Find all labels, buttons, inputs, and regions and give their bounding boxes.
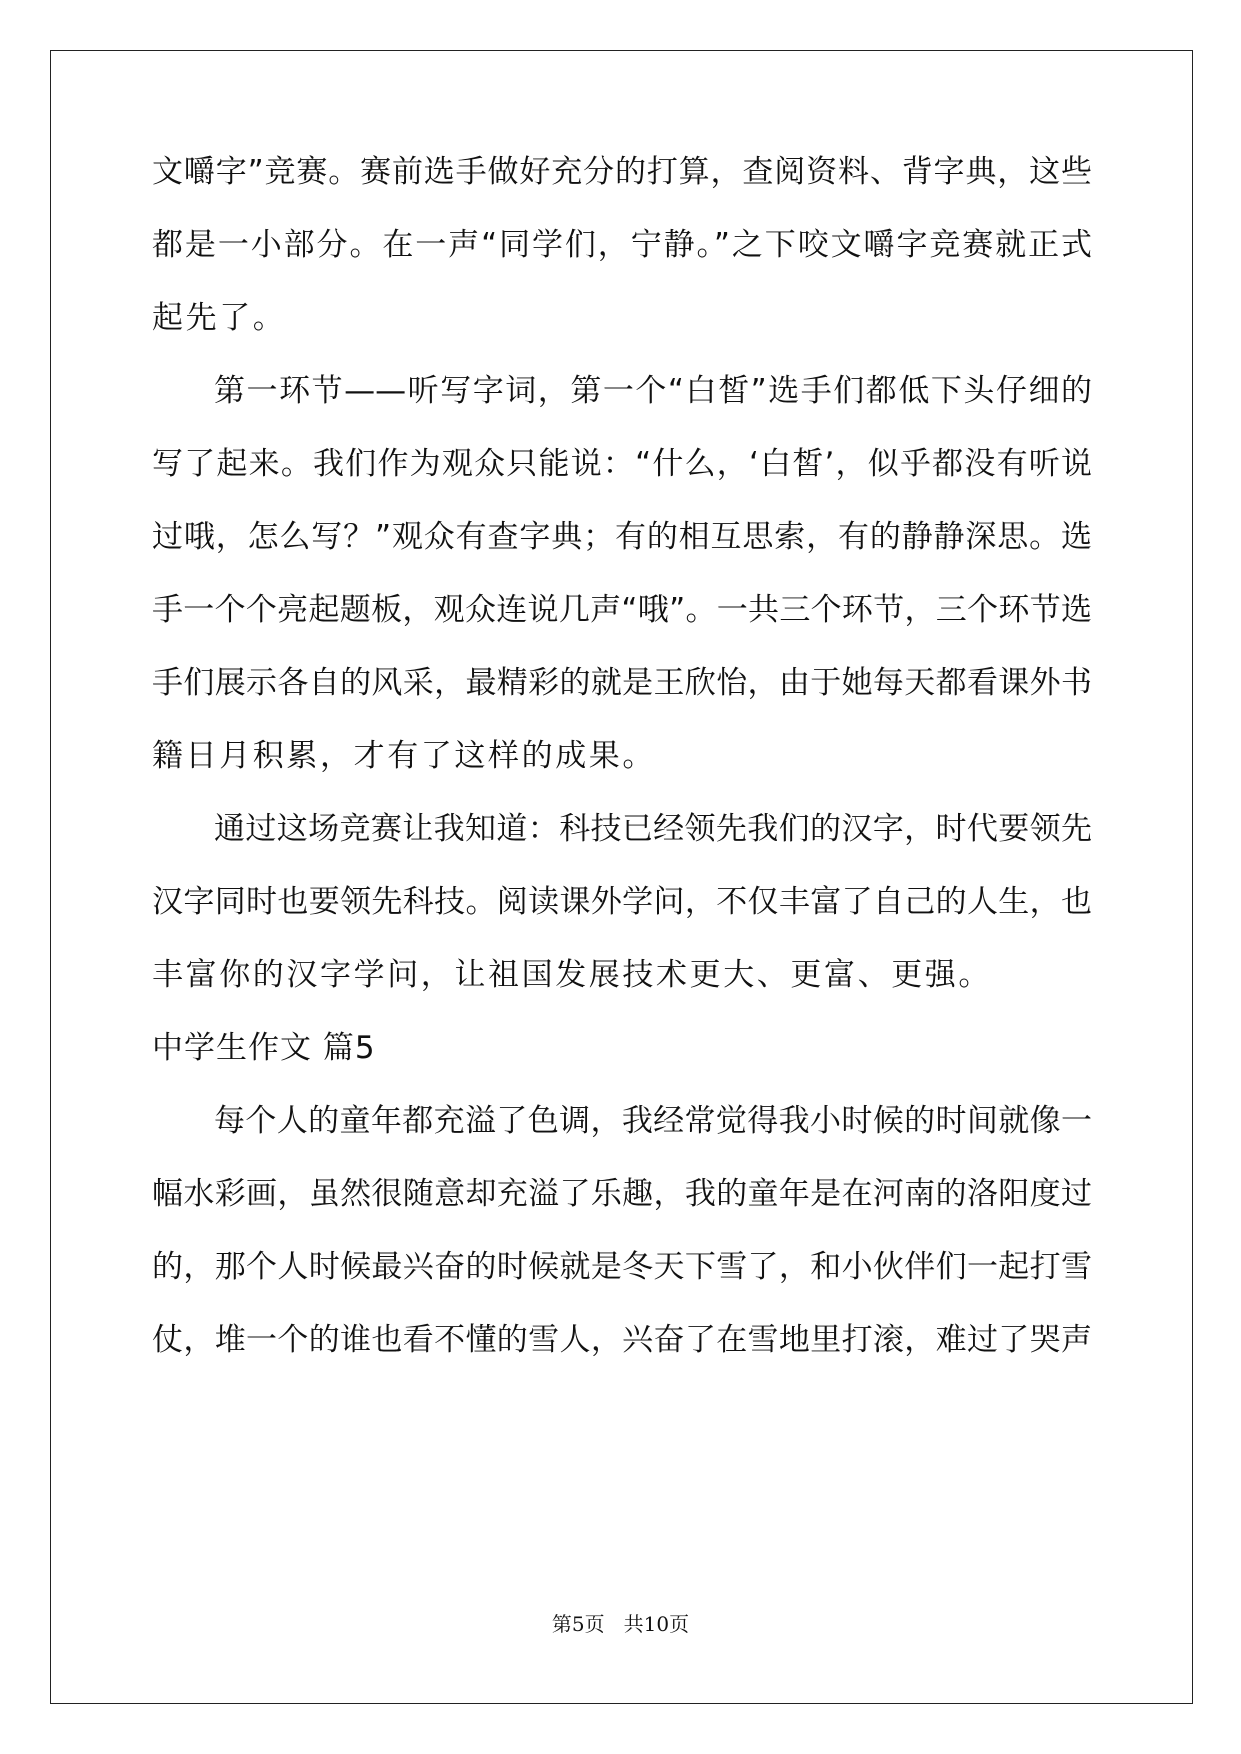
text-line: 都是一小部分。在一声“同学们，宁静。”之下咬文嚼字竞赛就正式 <box>152 227 1092 263</box>
text-line: 手们展示各自的风采，最精彩的就是王欣怡，由于她每天都看课外书 <box>152 665 1092 701</box>
text-line: 文嚼字”竞赛。赛前选手做好充分的打算，查阅资料、背字典，这些 <box>152 154 1092 190</box>
page-footer <box>0 1612 1241 1636</box>
section-heading: 中学生作文 篇5 <box>152 1030 376 1066</box>
text-line: 丰富你的汉字学问，让祖国发展技术更大、更富、更强。 <box>152 957 992 993</box>
page-total: 共10页 <box>623 1612 690 1636</box>
text-line: 幅水彩画，虽然很随意却充溢了乐趣，我的童年是在河南的洛阳度过 <box>152 1176 1092 1212</box>
text-line: 的，那个人时候最兴奋的时候就是冬天下雪了，和小伙伴们一起打雪 <box>152 1249 1092 1285</box>
page-number: 第5页 <box>551 1612 605 1636</box>
text-line: 起先了。 <box>152 300 287 336</box>
text-line: 手一个个亮起题板，观众连说几声“哦”。一共三个环节，三个环节选 <box>152 592 1092 628</box>
text-line: 汉字同时也要领先科技。阅读课外学问，不仅丰富了自己的人生，也 <box>152 884 1092 920</box>
text-line: 仗，堆一个的谁也看不懂的雪人，兴奋了在雪地里打滚，难过了哭声 <box>152 1322 1092 1358</box>
text-line: 籍日月积累，才有了这样的成果。 <box>152 738 656 774</box>
text-line: 写了起来。我们作为观众只能说：“什么，‘白皙’，似乎都没有听说 <box>152 446 1092 482</box>
paragraph-first-line: 第一环节——听写字词，第一个“白皙”选手们都低下头仔细的 <box>214 373 1092 409</box>
text-line: 过哦，怎么写？”观众有查字典；有的相互思索，有的静静深思。选 <box>152 519 1092 555</box>
paragraph-first-line: 通过这场竞赛让我知道：科技已经领先我们的汉字，时代要领先 <box>214 811 1092 847</box>
paragraph-first-line: 每个人的童年都充溢了色调，我经常觉得我小时候的时间就像一 <box>214 1103 1092 1139</box>
